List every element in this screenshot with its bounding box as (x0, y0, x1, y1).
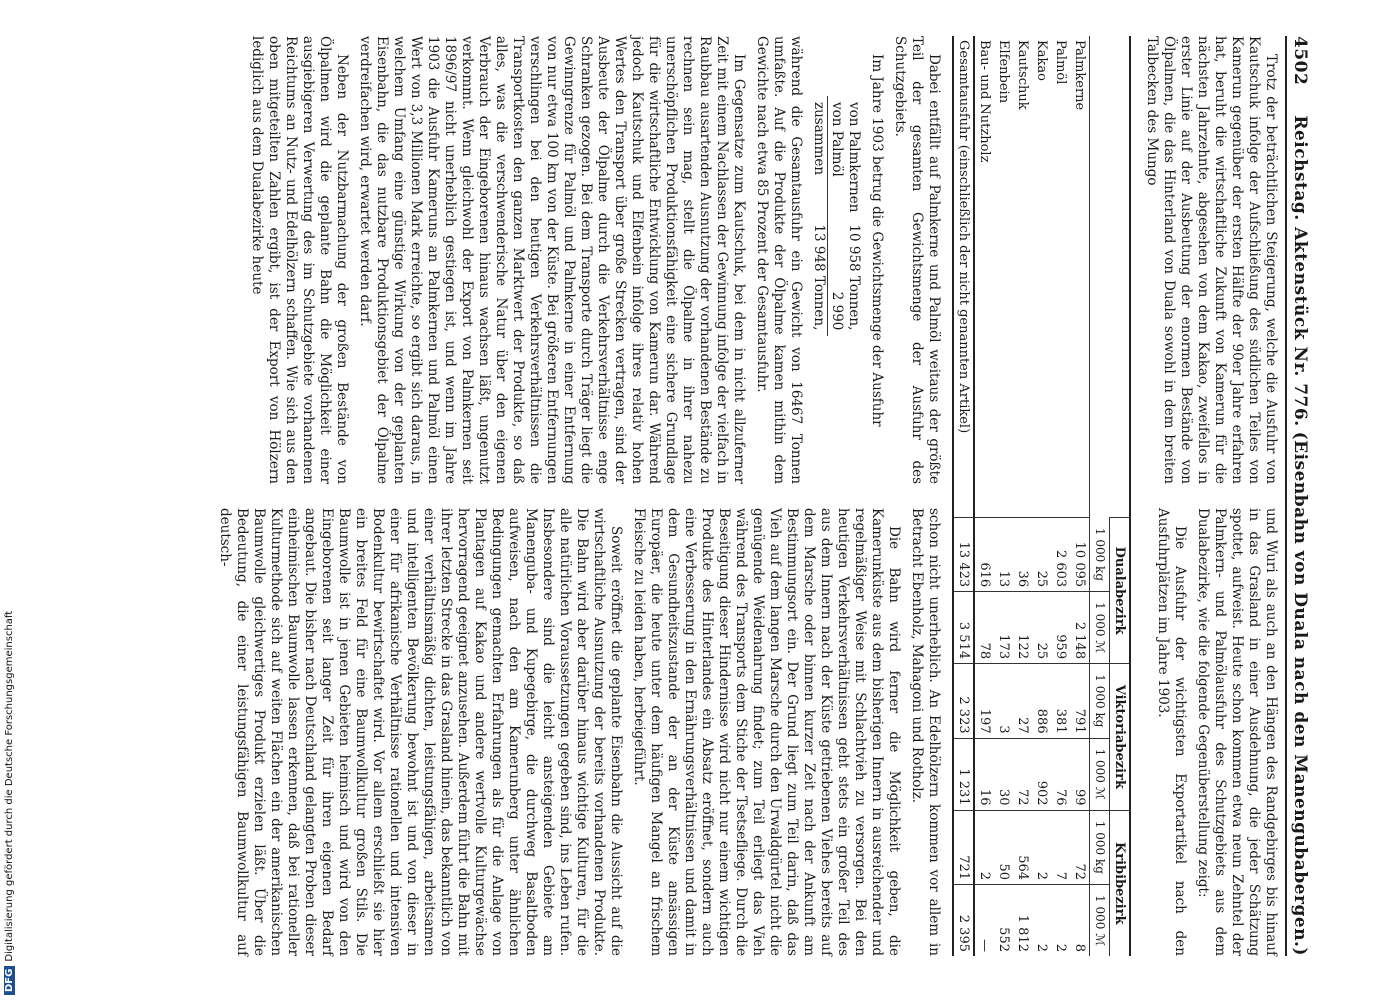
table-cell: 2 323 (953, 664, 974, 739)
table-cell: 30 (994, 738, 1013, 810)
sum-label: von Palmöl (829, 102, 845, 177)
table-cell: 564 (1013, 810, 1032, 885)
table-cell: 2 (1032, 885, 1051, 956)
unit-header: 1 000 kg (1090, 518, 1110, 592)
page-title: Reichstag. Aktenstück Nr. 776. (1290, 115, 1310, 427)
document-page (78, 36, 1308, 956)
table-cell: — (974, 885, 994, 956)
row-label: Kautschuk (1015, 40, 1030, 110)
table-cell: 2 395 (953, 885, 974, 956)
paragraph: Soweit eröffnet die geplante Eisenbahn die Aussicht auf die wirtschaftliche Ausnutzung der bereits vorhandenen Produkte. Die Bahn wird aber darüber hinaus wichtige Kulturen, für die alle natürlichen Voraussetzungen gegeben sind, ins Leben rufen. Insbesondere sind die leicht ansteigenden Gebiete am Manenguba- und Kupegebirge, die durchweg Basaltboden aufweisen, nach den am Kamerunberg unter ähnlichen Bedingungen gemachten Erfahrungen als für die Anlage von Plantagen auf Kakao und andere wertvolle Kulturgewächse hervorragend geeignet anzusehen. Außerdem führt die Bahn mit ihrer letzten Strecke in das Grasland hinein, das bekanntlich von einer verhältnismäßig dichten, leistungsfähigen, arbeitsamen und intelligenten Bevölkerung bewohnt ist und von dieser in einer für afrikanische Verhältnisse rationellen und intensiven Bodenkultur bewirtschaftet wird. Vor allem erschließt sie hier ein breites Feld für eine Baumwollkultur großen Stils. Die Baumwolle ist in jenen Gebieten heimisch und wird von den Eingeborenen seit langer Zeit für ihren eigenen Bedarf angebaut. Die bisher nach Deutschland gelangten Proben dieser einheimischen Baumwolle lassen erkennen, daß bei rationeller Kulturmethode sich auf weiten Flächen ein der amerikanischen Baumwolle gleichwertiges Produkt erzielen läßt. Über die Bedeutung, die einer leistungsfähigen Baumwollkultur auf deutsch- (217, 508, 624, 956)
region-header: Kribibezirk (1110, 810, 1131, 956)
table-cell: 552 (994, 885, 1013, 956)
intro-right (1137, 508, 1279, 956)
table-cell: 10 095 (1070, 518, 1090, 592)
body-columns (210, 36, 942, 956)
unit-header: 1 000 ℳ (1090, 592, 1110, 664)
credit-text: DFGDigitalisierung gefördert durch die Deutsche Forschungsgemeinschaft (4, 611, 15, 995)
paragraph: während die Gesamtausfuhr ein Gewicht von 16467 Tonnen umfaßte. Auf die Produkte der Ölpalme kamen mithin dem Gewichte nach etwa 85 Prozent der Gesamtausfuhr. (754, 36, 804, 484)
row-label: Bau- und Nutzholz (977, 40, 992, 163)
table-cell: 173 (994, 592, 1013, 664)
table-cell: 25 (1032, 592, 1051, 664)
table-cell: 3 514 (953, 592, 974, 664)
table-cell: 2 (974, 810, 994, 885)
sum-value: 2 990 (829, 291, 845, 331)
unit-header: 1 000 kg (1090, 810, 1110, 885)
table-cell: 886 (1032, 664, 1051, 739)
weight-sum-table (810, 96, 862, 336)
left-column (210, 36, 942, 484)
table-cell: 99 (1070, 738, 1090, 810)
sum-label: von Palmkernen (846, 102, 862, 213)
table-row (1051, 36, 1070, 956)
table-cell: 27 (1013, 664, 1032, 739)
table-cell: 122 (1013, 592, 1032, 664)
table-cell: 2 (1051, 885, 1070, 956)
table-cell: 78 (974, 592, 994, 664)
sum-total-label: zusammen (810, 96, 828, 218)
table-row (1070, 36, 1090, 956)
table-cell: 76 (1051, 738, 1070, 810)
dfg-logo: DFG (4, 966, 15, 995)
table-cell: 13 423 (953, 518, 974, 592)
row-label: Gesamtausfuhr (einschließlich der nicht genannten Artikel) (953, 36, 974, 518)
table-cell: 25 (1032, 518, 1051, 592)
table-cell: 50 (994, 810, 1013, 885)
unit-header: 1 000 ℳ (1090, 885, 1110, 956)
table-cell: 959 (1051, 592, 1070, 664)
table-cell: 197 (974, 664, 994, 739)
table-cell: 2 603 (1051, 518, 1070, 592)
paragraph: Im Jahre 1903 betrug die Gewichtsmenge der Ausfuhr (869, 54, 885, 427)
intro-paragraph: Trotz der beträchtlichen Steigerung, welche die Ausfuhr von Kautschuk infolge der Aufschließung des südlichen Teiles von Kamerun gegenüber der ersten Hälfte der 90er Jahre erfahren hat, beruht die wirtschaftliche Zukunft von Kamerun für die nächsten Jahrzehnte, abgesehen von dem Kakao, zweifellos in erster Linie auf der Ausbeutung der enormen Bestände von Ölpalmen, die das Hinterland von Duala sowohl in dem breiten Talbecken des Mungo (1144, 36, 1279, 484)
sidebar-credit (0, 0, 22, 1000)
table-row (1032, 36, 1051, 956)
paragraph: Dabei entfällt auf Palmkerne und Palmöl weitaus der größte Teil der gesamten Gewichtsmenge der Ausfuhr des Schutzgebiets. (892, 36, 942, 484)
table-cell: 72 (1070, 810, 1090, 885)
paragraph: schon nicht unerheblich. An Edelhölzern kommen vor allem in Betracht Ebenholz, Mahagoni und Rotholz. (909, 508, 942, 956)
region-header: Dualabezirk (1110, 518, 1131, 664)
table-cell: 13 (994, 518, 1013, 592)
page-subtitle: (Eisenbahn von Duala nach den Manengubabergen.) (1290, 431, 1310, 956)
table-row (1013, 36, 1032, 956)
right-column (210, 508, 942, 956)
row-label: Palmöl (1053, 40, 1068, 85)
intro-columns (1137, 36, 1279, 956)
table-corner (1090, 36, 1131, 518)
table-cell: 1 812 (1013, 885, 1032, 956)
row-label: Elfenbein (996, 40, 1011, 104)
paragraph: Die Bahn wird ferner die Möglichkeit geben, die Kamerunküste aus dem bisherigen Innern in ausreichender und regelmäßiger Weise mit Schlachtvieh zu versorgen. Bei den heutigen Verkehrsverhältnissen geht stets ein großer Teil des aus dem Innern nach der Küste getriebenen Viehes bereits auf dem Marsche oder binnen kurzer Zeit nach der Ankunft am Bestimmungsort ein. Der Grund liegt zum Teil darin, daß das Vieh auf dem langen Marsche durch den Urwaldgürtel nicht die genügende Weidenahrung findet; zum Teil erliegt das Vieh während des Transports dem Stiche der Tsetsefliege. Durch die Beseitigung dieser Hindernisse wird nicht nur einem wichtigen Produkte des Hinterlandes ein Absatz eröffnet, sondern auch eine Verbesserung in den Ernährungsverhältnissen und damit in dem Gesundheitszustande der an der Küste ansässigen Europäer, die heute unter dem häufigen Mangel an frischem Fleische zu leiden haben, herbeigeführt. (631, 508, 902, 956)
table-cell: 791 (1070, 664, 1090, 739)
table-total-row (953, 36, 974, 956)
table-row (974, 36, 994, 956)
intro-left (1137, 36, 1279, 484)
unit-header: 1 000 ℳ (1090, 738, 1110, 810)
table-cell: 721 (953, 810, 974, 885)
table-cell: 72 (1013, 738, 1032, 810)
row-label: Kakao (1034, 40, 1049, 81)
unit-header: 1 000 kg (1090, 664, 1110, 739)
table-cell: 381 (1051, 664, 1070, 739)
page-header (1285, 36, 1308, 956)
row-label: Palmkerne (1072, 40, 1087, 111)
table-row (994, 36, 1013, 956)
sum-total-value: 13 948 Tonnen, (810, 218, 828, 336)
table-cell: 8 (1070, 885, 1090, 956)
table-cell: 7 (1051, 810, 1070, 885)
table-cell: 616 (974, 518, 994, 592)
paragraph: Neben der Nutzbarmachung der großen Bestände von Ölpalmen wird die geplante Bahn die Möglichkeit einer ausgiebigeren Verwertung des im Schutzgebiete vorhandenen Reichtums an Nutz- und Edelhölzern schaffen. Wie sich aus den oben mitgeteilten Zahlen ergibt, ist der Export von Hölzern lediglich aus dem Dualabezirke heute (249, 36, 350, 484)
region-header: Viktoriabezirk (1110, 664, 1131, 810)
intro-paragraph-continued: und Wuri als auch an den Hängen des Randgebirges bis hinauf in das Grasland in einer Ausdehnung, die jeder Schätzung spottet, aufweist. Heute schon kommen etwa neun Zehntel der Palmkern- und Palmölausfuhr des Schutzgebiets aus dem Dualabezirke, wie die folgende Gegenüberstellung zeigt: (1195, 508, 1279, 956)
table-cell: 1 231 (953, 738, 974, 810)
paragraph: Im Gegensatze zum Kautschuk, bei dem in nicht allzuferner Zeit mit einem Nachlassen der Gewinnung infolge der vielfach in Raubbau ausartenden Ausnutzung der vorhandenen Bestände zu rechnen sein mag, stellt die Ölpalme in ihrer nahezu unerschöpflichen Produktionsfähigkeit eine sichere Grundlage für die wirtschaftliche Entwicklung von Kamerun dar. Während jedoch Kautschuk und Elfenbein infolge ihres relativ hohen Wertes den Transport über große Strecken vertragen, sind der Ausbeute der Ölpalme durch die Verkehrsverhältnisse enge Schranken gezogen. Bei dem Transporte durch Träger liegt die Gewinngrenze für Palmöl und Palmkerne in einer Entfernung von nur etwa 100 km von der Küste. Bei größeren Entfernungen verschlingen bei den heutigen Verkehrsverhältnissen die Transportkosten den ganzen Marktwert der Produkte, so daß alles, was die verschwenderische Natur über den eigenen Verbrauch der Eingeborenen hinaus wachsen läßt, ungenutzt verkommt. Wenn gleichwohl der Export von Palmkernen seit 1896/97 nicht unerheblich gestiegen ist, und wenn im Jahre 1903 die Ausfuhr Kameruns an Palmkernen und Palmöl einen Wert von 3,3 Millionen Mark erreichte, so ergibt sich daraus, in welchem Umfang eine günstige Wirkung von der geplanten Eisenbahn, die das nutzbare Produktionsgebiet der Ölpalme verdreifachen wird, erwartet werden darf. (357, 36, 747, 484)
table-cell: 2 (1032, 810, 1051, 885)
table-intro: Die Ausfuhr der wichtigsten Exportartikel nach den Ausfuhrplätzen im Jahre 1903. (1155, 508, 1188, 956)
table-cell: 16 (974, 738, 994, 810)
table-cell: 902 (1032, 738, 1051, 810)
table-cell: 2 148 (1070, 592, 1090, 664)
table-cell: 36 (1013, 518, 1032, 592)
export-table (952, 36, 1131, 956)
table-cell: 3 (994, 664, 1013, 739)
page-number: 4502 (1290, 36, 1310, 86)
sum-value: 10 958 Tonnen, (846, 224, 862, 331)
